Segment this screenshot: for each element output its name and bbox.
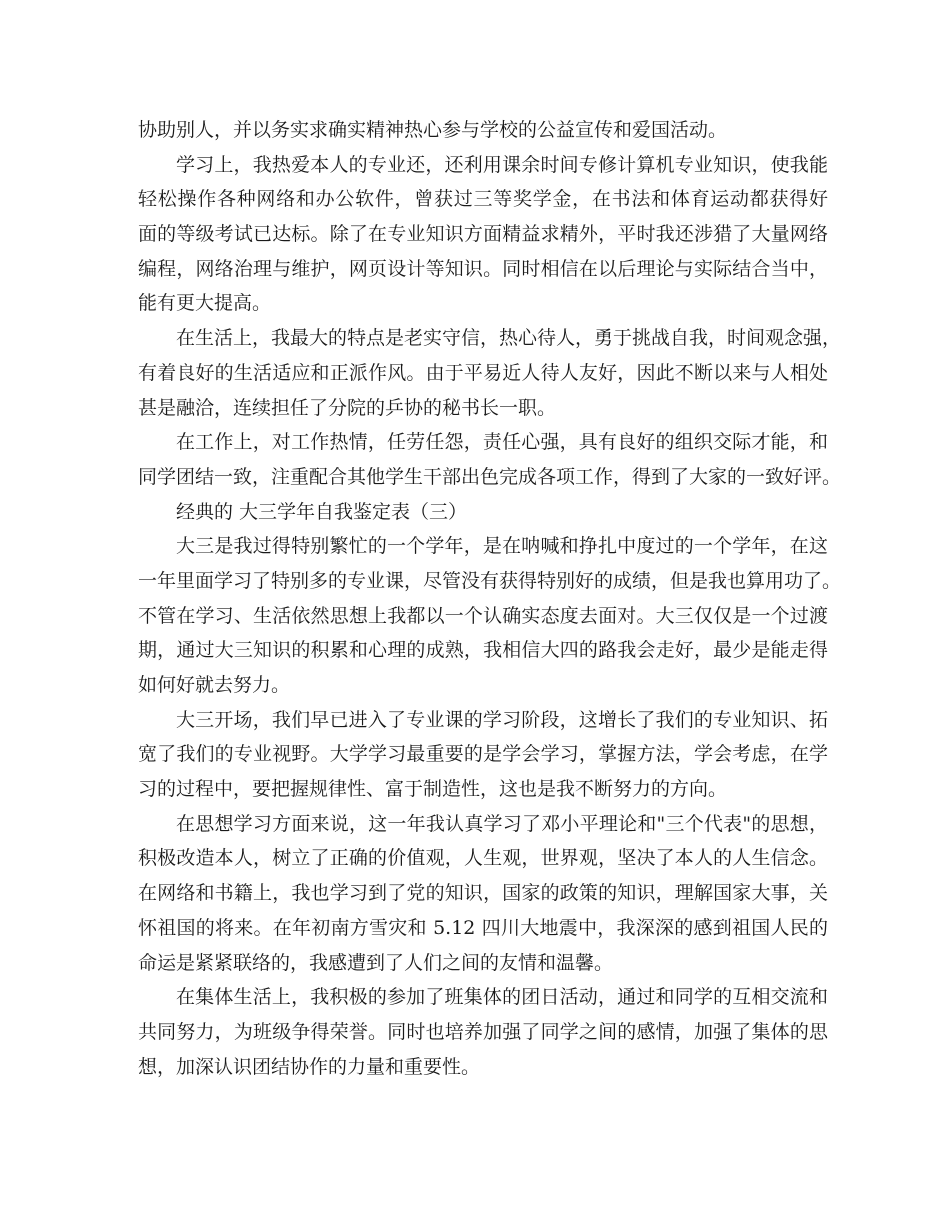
text-line: 不管在学习、生活依然思想上我都以一个认确实态度去面对。大三仅仅是一个过渡 (138, 604, 828, 627)
document-body (138, 113, 842, 1084)
text-line: 在生活上，我最大的特点是老实守信，热心待人，勇于挑战自我，时间观念强， (176, 327, 842, 350)
text-line: 大三开场，我们早已进入了专业课的学习阶段，这增长了我们的专业知识、拓 (176, 708, 828, 731)
text-line: 如何好就去努力。 (138, 674, 291, 696)
text-line: 在集体生活上，我积极的参加了班集体的团日活动，通过和同学的互相交流和 (176, 986, 828, 1009)
text-line: 编程，网络治理与维护，网页设计等知识。同时相信在以后理论与实际结合当中， (138, 257, 828, 280)
text-line: 期，通过大三知识的积累和心理的成熟，我相信大四的路我会走好，最少是能走得 (138, 639, 828, 662)
text-line: 学习上，我热爱本人的专业还，还利用课余时间专修计算机专业知识，使我能 (176, 153, 828, 176)
text-line: 在网络和书籍上，我也学习到了党的知识，国家的政策的知识，理解国家大事，关 (138, 882, 828, 905)
text-line: 同学团结一致，注重配合其他学生干部出色完成各项工作，得到了大家的一致好评。 (138, 465, 842, 488)
text-line: 面的等级考试已达标。除了在专业知识方面精益求精外，平时我还涉猎了大量网络 (138, 223, 828, 246)
text-line: 协助别人，并以务实求确实精神热心参与学校的公益宣传和爱国活动。 (138, 119, 728, 141)
text-line: 一年里面学习了特别多的专业课，尽管没有获得特别好的成绩，但是我也算用功了。 (138, 569, 842, 592)
text-line: 能有更大提高。 (138, 292, 272, 315)
text-line: 习的过程中，要把握规律性、富于制造性，这也是我不断努力的方向。 (138, 778, 728, 801)
text-line: 经典的 大三学年自我鉴定表（三） (176, 500, 468, 523)
text-line: 积极改造本人，树立了正确的价值观，人生观，世界观，坚决了本人的人生信念。 (138, 847, 828, 870)
text-line: 在工作上，对工作热情，任劳任怨，责任心强，具有良好的组织交际才能，和 (176, 431, 828, 454)
text-line: 命运是紧紧联络的，我感遭到了人们之间的友情和温馨。 (138, 951, 614, 974)
text-line: 怀祖国的将来。在年初南方雪灾和 5.12 四川大地震中，我深深的感到祖国人民的 (138, 916, 828, 939)
text-line: 在思想学习方面来说，这一年我认真学习了邓小平理论和"三个代表"的思想， (176, 812, 828, 835)
text-line: 有着良好的生活适应和正派作风。由于平易近人待人友好，因此不断以来与人相处 (138, 361, 828, 384)
text-line: 轻松操作各种网络和办公软件，曾获过三等奖学金，在书法和体育运动都获得好 (138, 188, 828, 211)
text-line: 想，加深认识团结协作的力量和重要性。 (138, 1055, 481, 1078)
text-line: 大三是我过得特别繁忙的一个学年，是在呐喊和挣扎中度过的一个学年，在这 (176, 535, 828, 558)
text-line: 共同努力，为班级争得荣誉。同时也培养加强了同学之间的感情，加强了集体的思 (138, 1020, 828, 1043)
text-line: 宽了我们的专业视野。大学学习最重要的是学会学习，掌握方法，学会考虑，在学 (138, 743, 828, 766)
text-line: 甚是融洽，连续担任了分院的乒协的秘书长一职。 (138, 396, 557, 419)
